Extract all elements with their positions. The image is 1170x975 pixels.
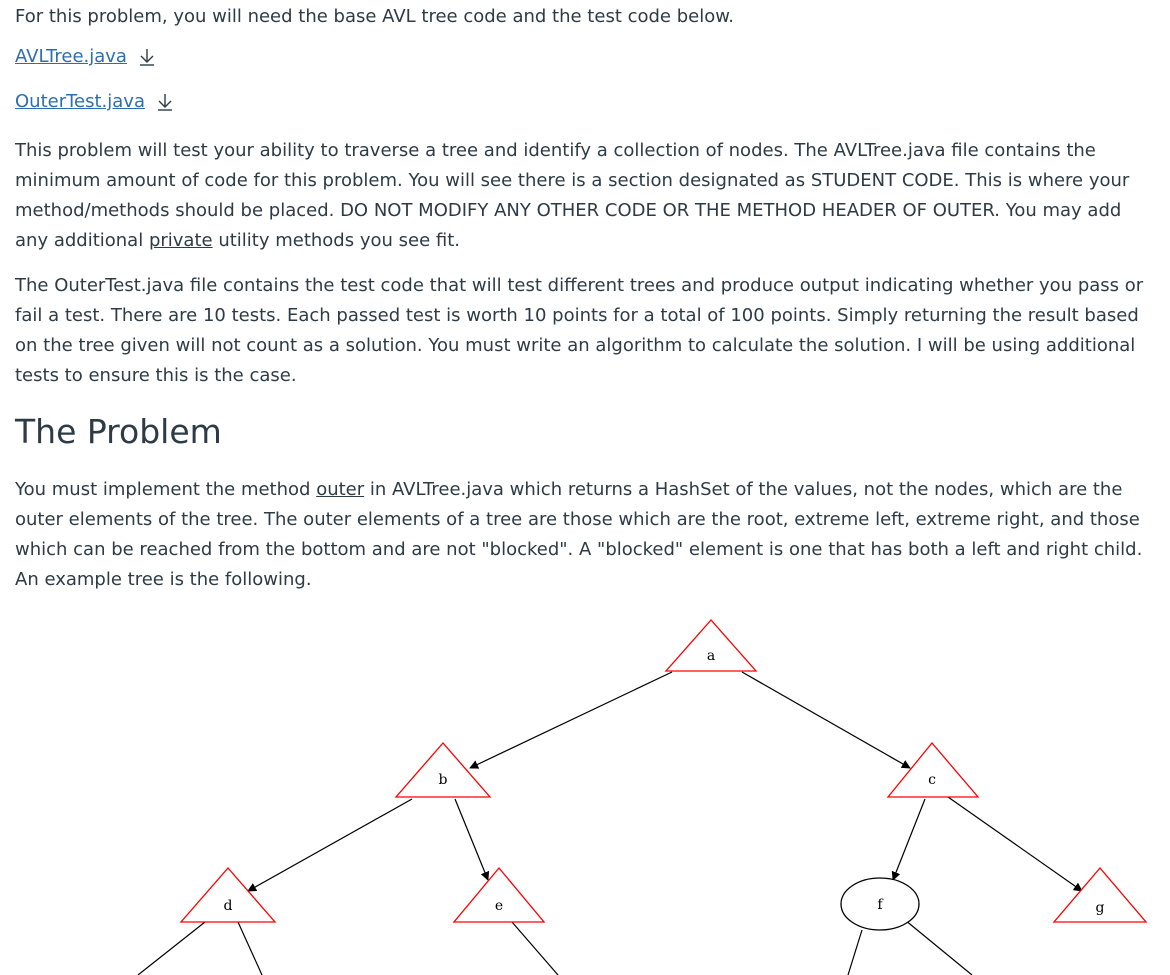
node-d-label: d <box>223 898 233 914</box>
file-link-row-avltree <box>15 46 155 67</box>
node-c-label: c <box>928 772 936 788</box>
edge-f-right <box>905 920 972 975</box>
outertest-file-link[interactable]: OuterTest.java <box>15 91 145 112</box>
test-paragraph: The OuterTest.java file contains the test code that will test different trees and produce output indicating whether you pass or fail a test. There are 10 tests. Each passed test is worth 10 points for a total of 100 points. Simply returning the result based on the tree given will not count as a solution. You must write an algorithm to calculate the solution. I will be using additional tests to ensure this is the case. <box>15 275 1144 386</box>
node-b-triangle <box>396 743 490 797</box>
node-b-label: b <box>438 772 448 788</box>
edge-b-d <box>248 799 412 891</box>
private-keyword: private <box>148 230 213 251</box>
edge-a-b <box>470 672 672 768</box>
intro-text: For this problem, you will need the base AVL tree code and the test code below. <box>15 6 735 27</box>
para3-text-b: in AVLTree.java which returns a HashSet of the values, not the nodes, which are the outer elements of the tree. The outer elements of a tree are those which are the root, extreme left, extreme right, and those which can be reached from the bottom and are not "blocked". A "blocked" element is one that has both a left and right child. An example tree is the following. <box>15 479 1143 590</box>
node-e-label: e <box>494 898 504 914</box>
edge-a-c <box>742 672 910 768</box>
node-f-label: f <box>877 897 883 913</box>
description-paragraph <box>15 136 1160 256</box>
download-icon[interactable] <box>157 93 173 111</box>
para3-text-a: You must implement the method <box>15 479 317 500</box>
para1-text-b: utility methods you see fit. <box>212 230 460 251</box>
file-link-row-outertest <box>15 91 173 112</box>
edge-d-right <box>238 922 262 975</box>
edge-b-e <box>455 799 488 880</box>
edge-d-left <box>138 922 205 975</box>
edge-c-g <box>948 797 1082 891</box>
edge-c-f <box>893 799 925 880</box>
node-a-label: a <box>706 648 716 664</box>
node-c-triangle <box>888 743 978 797</box>
avltree-file-link[interactable]: AVLTree.java <box>15 46 127 67</box>
download-icon[interactable] <box>139 48 155 66</box>
problem-heading: The Problem <box>15 412 222 451</box>
para1-text-a: This problem will test your ability to traverse a tree and identify a collection of nodes. The AVLTree.java file contains the minimum amount of code for this problem. You will see there is a section designated as STUDENT CODE. This is where your method/methods should be placed. DO NOT MODIFY ANY OTHER CODE OR THE METHOD HEADER OF OUTER. You may add any additional <box>15 140 1130 251</box>
edge-f-left <box>848 930 862 975</box>
outer-method-name: outer <box>316 479 365 500</box>
problem-paragraph <box>15 475 1160 595</box>
example-tree-diagram <box>0 600 1170 975</box>
node-g-label: g <box>1095 900 1105 916</box>
edge-e-child <box>512 922 558 975</box>
